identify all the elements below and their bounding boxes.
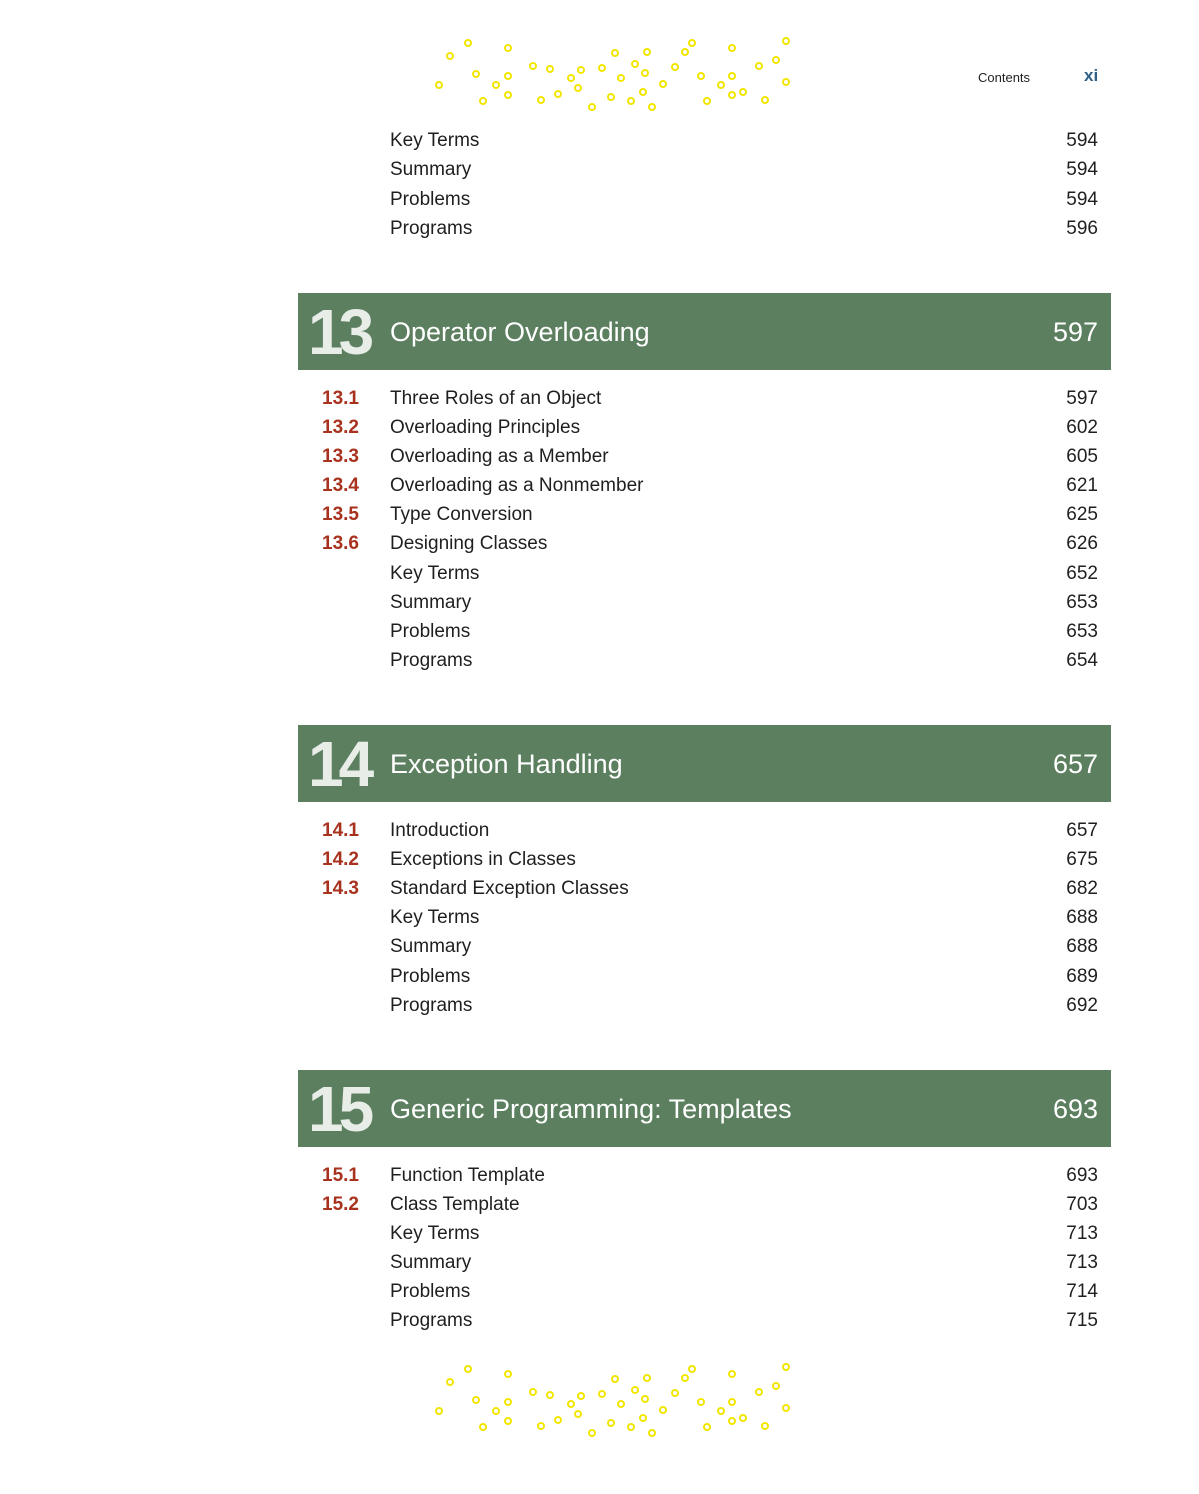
chapter-number: 13 bbox=[308, 296, 370, 368]
section-number: 13.6 bbox=[322, 533, 359, 554]
page-number: xi bbox=[1084, 66, 1099, 85]
entry-page: 689 bbox=[1066, 966, 1098, 987]
entry-title: Key Terms bbox=[390, 1223, 480, 1244]
toc-entry[interactable] bbox=[298, 646, 1098, 675]
entry-page: 713 bbox=[1066, 1223, 1098, 1244]
entry-title: Programs bbox=[390, 650, 473, 671]
decorative-dots-bottom bbox=[425, 1360, 795, 1440]
toc-entry[interactable] bbox=[298, 126, 1098, 155]
entry-title: Programs bbox=[390, 995, 473, 1016]
section-number: 14.1 bbox=[322, 820, 359, 841]
section-number: 13.5 bbox=[322, 504, 359, 525]
toc-entry[interactable] bbox=[298, 962, 1098, 991]
entry-title: Introduction bbox=[390, 820, 490, 841]
entry-page: 594 bbox=[1066, 159, 1098, 180]
chapter-page: 657 bbox=[1052, 749, 1098, 779]
entry-page: 602 bbox=[1066, 417, 1098, 438]
entry-title: Programs bbox=[390, 218, 473, 239]
entry-title: Overloading as a Nonmember bbox=[390, 475, 644, 496]
entry-page: 714 bbox=[1066, 1281, 1098, 1302]
entry-title: Class Template bbox=[390, 1194, 520, 1215]
entry-title: Summary bbox=[390, 936, 472, 957]
chapter-13-header[interactable] bbox=[298, 293, 1111, 370]
toc-entry[interactable] bbox=[298, 214, 1098, 243]
entry-title: Function Template bbox=[390, 1165, 545, 1186]
section-number: 13.1 bbox=[322, 388, 359, 409]
toc-entry[interactable] bbox=[298, 1277, 1098, 1306]
entry-page: 693 bbox=[1066, 1165, 1098, 1186]
section-number: 13.4 bbox=[322, 475, 359, 496]
entry-title: Three Roles of an Object bbox=[390, 388, 602, 409]
section-number: 13.3 bbox=[322, 446, 359, 467]
entry-title: Problems bbox=[390, 621, 471, 642]
toc-entry[interactable] bbox=[298, 471, 1098, 500]
toc-entry[interactable] bbox=[298, 1161, 1098, 1190]
toc-entry[interactable] bbox=[298, 588, 1098, 617]
toc-entry[interactable] bbox=[298, 1190, 1098, 1219]
entry-title: Programs bbox=[390, 1310, 473, 1331]
entry-page: 605 bbox=[1066, 446, 1098, 467]
entry-title: Type Conversion bbox=[390, 504, 533, 525]
entry-page: 653 bbox=[1066, 621, 1098, 642]
entry-page: 653 bbox=[1066, 592, 1098, 613]
toc-entry[interactable] bbox=[298, 816, 1098, 845]
entry-page: 688 bbox=[1066, 907, 1098, 928]
toc-entry[interactable] bbox=[298, 500, 1098, 529]
entry-title: Problems bbox=[390, 189, 471, 210]
toc-entry[interactable] bbox=[298, 559, 1098, 588]
section-number: 14.2 bbox=[322, 849, 359, 870]
entry-page: 652 bbox=[1066, 563, 1098, 584]
entry-title: Key Terms bbox=[390, 130, 480, 151]
chapter-14-header[interactable] bbox=[298, 725, 1111, 802]
chapter-title: Exception Handling bbox=[390, 749, 623, 779]
toc-entry[interactable] bbox=[298, 529, 1098, 558]
chapter-15-header[interactable] bbox=[298, 1070, 1111, 1147]
section-number: 14.3 bbox=[322, 878, 359, 899]
entry-title: Summary bbox=[390, 592, 472, 613]
entry-title: Designing Classes bbox=[390, 533, 548, 554]
entry-page: 597 bbox=[1066, 388, 1098, 409]
entry-page: 596 bbox=[1066, 218, 1098, 239]
toc-entry[interactable] bbox=[298, 442, 1098, 471]
toc-entry[interactable] bbox=[298, 1248, 1098, 1277]
entry-title: Overloading Principles bbox=[390, 417, 581, 438]
toc-entry[interactable] bbox=[298, 413, 1098, 442]
entry-page: 703 bbox=[1066, 1194, 1098, 1215]
entry-page: 654 bbox=[1066, 650, 1098, 671]
chapter-page: 597 bbox=[1052, 317, 1098, 347]
running-head: Contents bbox=[978, 70, 1031, 85]
toc-entry[interactable] bbox=[298, 185, 1098, 214]
entry-page: 675 bbox=[1066, 849, 1098, 870]
entry-page: 713 bbox=[1066, 1252, 1098, 1273]
entry-title: Problems bbox=[390, 1281, 471, 1302]
entry-page: 625 bbox=[1066, 504, 1098, 525]
entry-page: 657 bbox=[1066, 820, 1098, 841]
entry-title: Summary bbox=[390, 1252, 472, 1273]
entry-page: 682 bbox=[1066, 878, 1098, 899]
section-number: 15.2 bbox=[322, 1194, 359, 1215]
chapter-number: 15 bbox=[308, 1073, 370, 1145]
toc-entry[interactable] bbox=[298, 903, 1098, 932]
entry-page: 626 bbox=[1066, 533, 1098, 554]
toc-entry[interactable] bbox=[298, 1306, 1098, 1335]
section-number: 13.2 bbox=[322, 417, 359, 438]
entry-title: Exceptions in Classes bbox=[390, 849, 576, 870]
toc-entry[interactable] bbox=[298, 845, 1098, 874]
chapter-number: 14 bbox=[308, 728, 370, 800]
entry-title: Standard Exception Classes bbox=[390, 878, 629, 899]
entry-page: 688 bbox=[1066, 936, 1098, 957]
toc-entry[interactable] bbox=[298, 991, 1098, 1020]
chapter-title: Operator Overloading bbox=[390, 317, 650, 347]
entry-page: 621 bbox=[1066, 475, 1098, 496]
toc-entry[interactable] bbox=[298, 932, 1098, 961]
entry-page: 594 bbox=[1066, 189, 1098, 210]
entry-page: 594 bbox=[1066, 130, 1098, 151]
toc-entry[interactable] bbox=[298, 874, 1098, 903]
toc-entry[interactable] bbox=[298, 155, 1098, 184]
entry-title: Overloading as a Member bbox=[390, 446, 609, 467]
entry-title: Summary bbox=[390, 159, 472, 180]
entry-title: Key Terms bbox=[390, 907, 480, 928]
entry-page: 692 bbox=[1066, 995, 1098, 1016]
chapter-title: Generic Programming: Templates bbox=[390, 1094, 792, 1124]
entry-title: Problems bbox=[390, 966, 471, 987]
entry-title: Key Terms bbox=[390, 563, 480, 584]
entry-page: 715 bbox=[1066, 1310, 1098, 1331]
toc-entry[interactable] bbox=[298, 1219, 1098, 1248]
decorative-dots-top bbox=[425, 34, 795, 114]
chapter-page: 693 bbox=[1052, 1094, 1098, 1124]
toc-entry[interactable] bbox=[298, 617, 1098, 646]
section-number: 15.1 bbox=[322, 1165, 359, 1186]
toc-entry[interactable] bbox=[298, 384, 1098, 413]
